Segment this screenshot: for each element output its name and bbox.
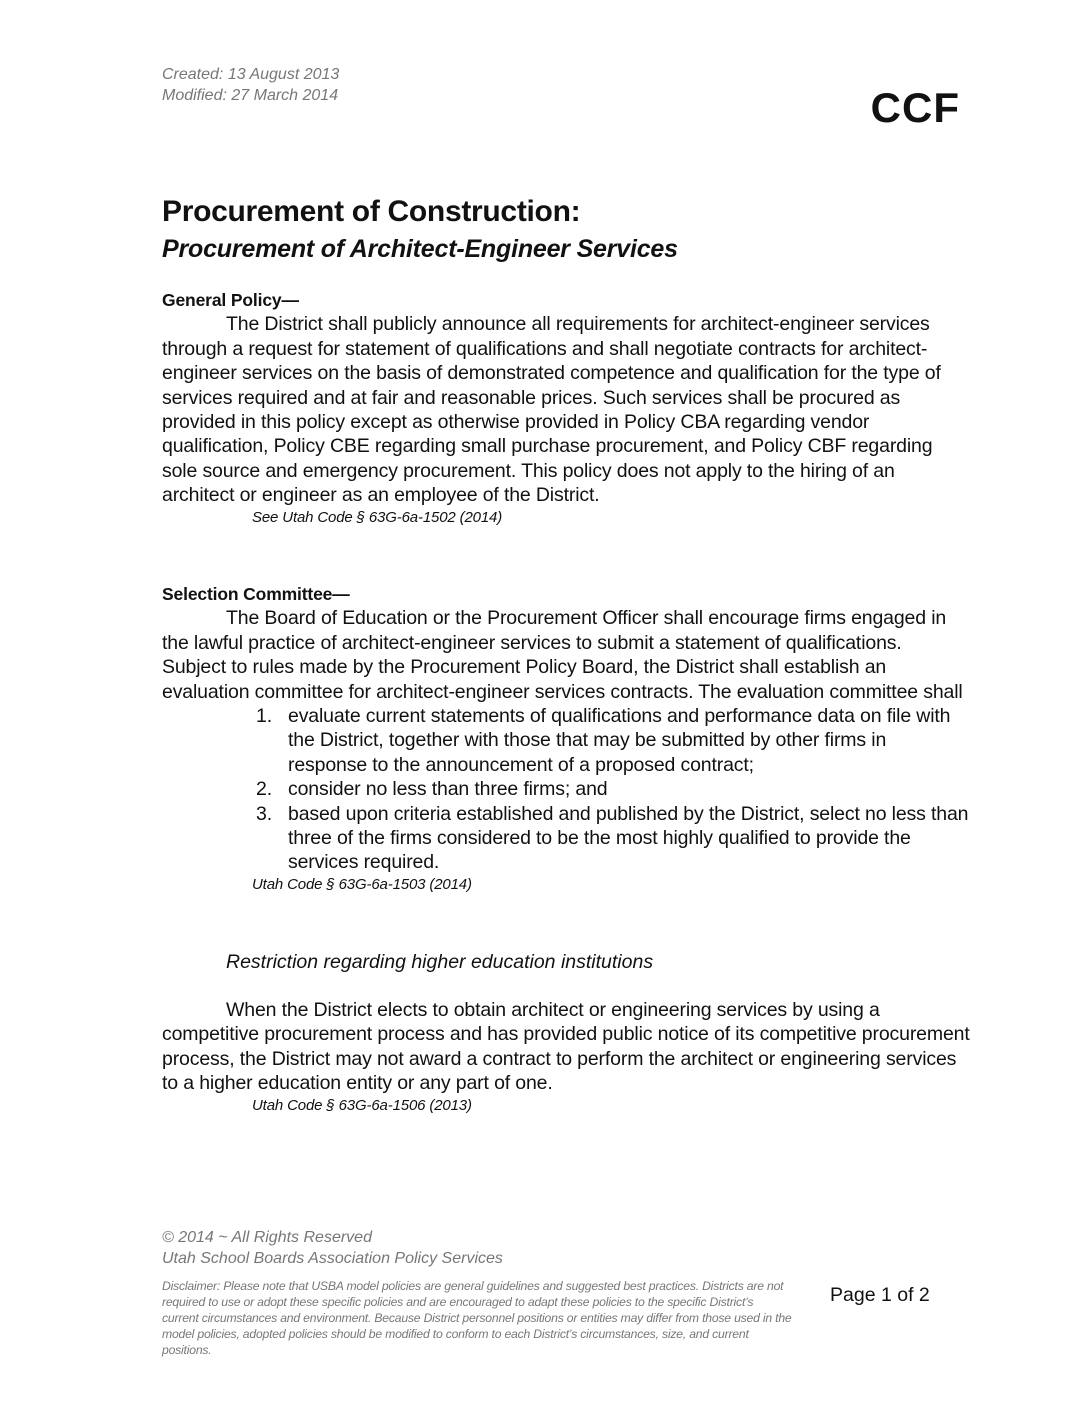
general-policy-section — [162, 288, 970, 528]
general-policy-citation: See Utah Code § 63G-6a-1502 (2014) — [252, 508, 503, 526]
list-item-text: evaluate current statements of qualifications and performance data on file with the District, together with those that may be submitted by other firms in response to the announcement of a proposed contract; — [288, 705, 951, 776]
restriction-heading: Restriction regarding higher education institutions — [226, 951, 654, 973]
document-meta — [162, 64, 339, 106]
selection-committee-citation: Utah Code § 63G-6a-1503 (2014) — [252, 875, 472, 893]
general-policy-text: The District shall publicly announce all requirements for architect-engineer services through a request for statement of qualifications and shall negotiate contracts for architect-engineer services on the basis of demonstrated competence and qualification for the type of services required and at fair and reasonable prices. Such services shall be procured as provided in this policy except as otherwise provided in Policy CBA regarding vendor qualification, Policy CBE regarding small purchase procurement, and Policy CBF regarding sole source and emergency procurement. This policy does not apply to the hiring of an architect or engineer as an employee of the District. — [162, 313, 941, 507]
general-policy-heading: General Policy— — [162, 290, 299, 310]
copyright: © 2014 ~ All Rights Reserved — [162, 1229, 372, 1246]
committee-duties-list — [162, 704, 970, 875]
list-item-text: consider no less than three firms; and — [288, 778, 608, 801]
footer-copyright-block — [162, 1227, 503, 1269]
modified-date: Modified: 27 March 2014 — [162, 87, 339, 104]
list-item — [256, 802, 970, 875]
page-subtitle: Procurement of Architect-Engineer Services — [162, 235, 678, 263]
restriction-citation: Utah Code § 63G-6a-1506 (2013) — [252, 1096, 472, 1114]
organization: Utah School Boards Association Policy Services — [162, 1250, 503, 1267]
page-title: Procurement of Construction: — [162, 195, 581, 228]
selection-committee-text: The Board of Education or the Procurement Officer shall encourage firms engaged in the lawful practice of architect-engineer services to submit a statement of qualifications. Subject to rules made by the Procurement Policy Board, the District shall establish an evaluation committee for architect-engineer services contracts. The evaluation committee shall — [162, 607, 963, 703]
created-date: Created: 13 August 2013 — [162, 66, 340, 83]
policy-code: CCF — [870, 84, 960, 131]
page-number: Page 1 of 2 — [830, 1284, 930, 1306]
list-item-number: 2. — [256, 778, 272, 801]
list-item-number: 3. — [256, 802, 272, 825]
list-item — [256, 704, 970, 777]
disclaimer: Disclaimer: Please note that USBA model policies are general guidelines and suggested best practices. Districts are not required to use or adopt these specific policies and are encouraged to adapt these policies to the specific District’s current circumstances and environment. Because District personnel positions or entities may differ from those used in the model policies, adopted policies should be modified to conform to each District’s circumstances, size, and current positions. — [162, 1279, 792, 1357]
list-item-number: 1. — [256, 705, 272, 728]
list-item-text: based upon criteria established and published by the District, select no less than three of the firms considered to be the most highly qualified to provide the services required. — [288, 802, 969, 874]
restriction-section — [162, 998, 970, 1116]
list-item — [256, 777, 970, 801]
restriction-text: When the District elects to obtain architect or engineering services by using a competitive procurement process and has provided public notice of its competitive procurement process, the District may not award a contract to perform the architect or engineering services to a higher education entity or any part of one. — [162, 999, 970, 1095]
selection-committee-heading: Selection Committee— — [162, 584, 350, 604]
selection-committee-section — [162, 582, 970, 895]
